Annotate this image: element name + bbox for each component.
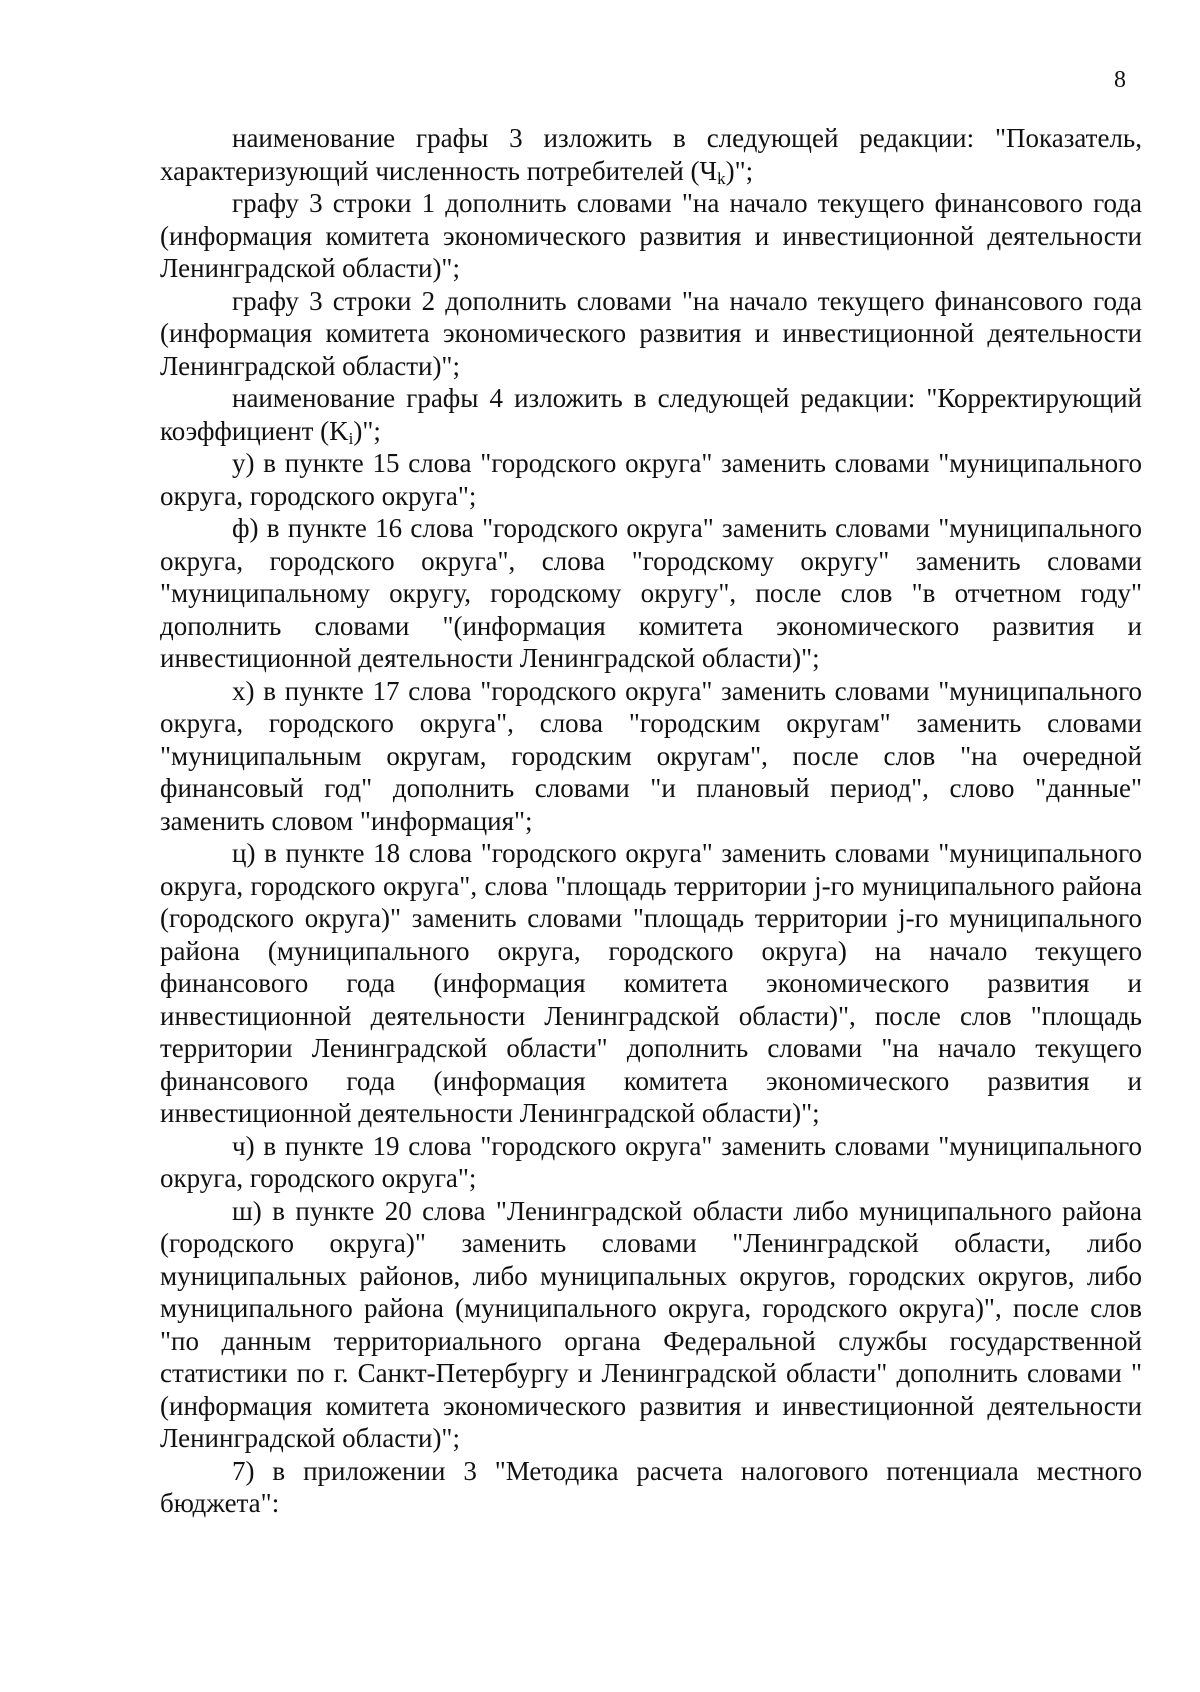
document-body: [160, 122, 1142, 1520]
paragraph-text: графу 3 строки 1 дополнить словами "на начало текущего финансового года (информация комитета экономического развития и инвестиционной деятельности Ленинградской области)";: [160, 188, 1142, 283]
page-number: 8: [1114, 67, 1126, 93]
paragraph-text: ш) в пункте 20 слова "Ленинградской области либо муниципального района (городского округа)" заменить словами "Ленинградской области, либо муниципальных районов, либо муниципальных округов, городских округов, либо муниципального района (муниципального округа, городского округа)", после слов "по данным территориального органа Федеральной службы государственной статистики по г. Санкт-Петербургу и Ленинградской области" дополнить словами "(информация комитета экономического развития и инвестиционной деятельности Ленинградской области)";: [160, 1195, 1142, 1453]
paragraph-column4-title: [160, 382, 1142, 447]
paragraph-text: ц) в пункте 18 слова "городского округа" заменить словами "муниципального округа, городского округа", слова "площадь территории j-го муниципального района (городского округа)" заменить словами "площадь территории j-го муниципального района (муниципального округа, городского округа) на начало текущего финансового года (информация комитета экономического развития и инвестиционной деятельности Ленинградской области)", после слов "площадь территории Ленинградской области" дополнить словами "на начало текущего финансового года (информация комитета экономического развития и инвестиционной деятельности Ленинградской области)";: [160, 838, 1142, 1128]
paragraph-item-sh: [160, 1195, 1142, 1455]
subscript: k: [717, 168, 726, 188]
paragraph-item-f: [160, 512, 1142, 675]
paragraph-text: х) в пункте 17 слова "городского округа" заменить словами "муниципального округа, городского округа", слова "городским округам" заменить словами "муниципальным округам, городским округам", после слов "на очередной финансовый год" дополнить словами "и плановый период", слово "данные" заменить словом "информация";: [160, 675, 1142, 836]
paragraph-text: наименование графы 4 изложить в следующей редакции: "Корректирующий коэффициент (K: [160, 383, 1142, 446]
paragraph-text-end: )";: [353, 415, 381, 446]
paragraph-text-end: )";: [725, 155, 754, 186]
paragraph-item-ch: [160, 1130, 1142, 1195]
paragraph-column3-row1: [160, 187, 1142, 285]
paragraph-text: 7) в приложении 3 "Методика расчета налогового потенциала местного бюджета":: [160, 1455, 1142, 1518]
paragraph-item-u: [160, 447, 1142, 512]
paragraph-text: графу 3 строки 2 дополнить словами "на начало текущего финансового года (информация комитета экономического развития и инвестиционной деятельности Ленинградской области)";: [160, 285, 1142, 381]
paragraph-text: ф) в пункте 16 слова "городского округа" заменить словами "муниципального округа, городского округа", слова "городскому округу" заменить словами "муниципальному округу, городскому округу", после слов "в отчетном году" дополнить словами "(информация комитета экономического развития и инвестиционной деятельности Ленинградской области)";: [160, 513, 1142, 673]
paragraph-column3-row2: [160, 285, 1142, 383]
paragraph-column3-title: [160, 122, 1142, 187]
paragraph-text: ч) в пункте 19 слова "городского округа" заменить словами "муниципального округа, городского округа";: [160, 1130, 1142, 1193]
subscript: i: [348, 428, 354, 448]
paragraph-text: у) в пункте 15 слова "городского округа" заменить словами "муниципального округа, городского округа";: [160, 448, 1142, 511]
paragraph-item-kh: [160, 675, 1142, 838]
paragraph-item-7: [160, 1455, 1142, 1520]
paragraph-text: наименование графы 3 изложить в следующей редакции: "Показатель, характеризующий численность потребителей (Ч: [160, 123, 1142, 186]
paragraph-item-ts: [160, 837, 1142, 1130]
